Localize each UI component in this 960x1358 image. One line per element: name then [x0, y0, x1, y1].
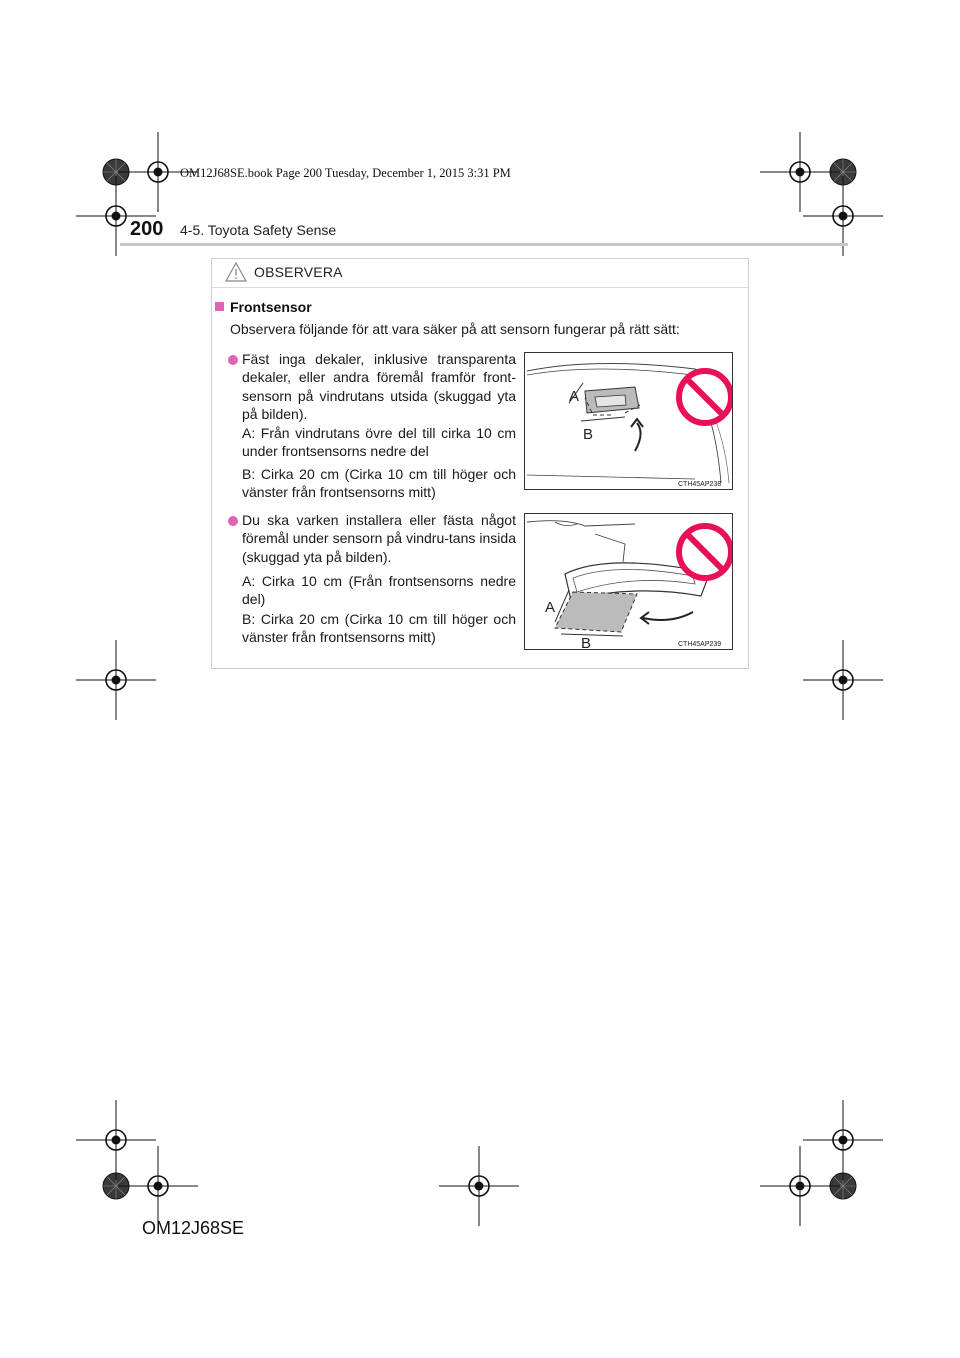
caution-intro: Observera följande för att vara säker på att sensorn fungerar på rätt sätt: — [230, 321, 680, 337]
round-bullet-icon — [228, 355, 238, 365]
round-bullet-icon — [228, 516, 238, 526]
caution-title: OBSERVERA — [254, 264, 343, 280]
item-1-text: Fäst inga dekaler, inklusive transparenta dekaler, eller andra föremål framför front-sensorn på vindrutans utsida (skuggad yta på bilden). — [242, 351, 516, 423]
figure-1-label-a: A — [569, 388, 580, 405]
item-1-note-b: B: Cirka 20 cm (Cirka 10 cm till höger och vänster från frontsensorns mitt) — [242, 466, 516, 501]
page-number: 200 — [130, 218, 164, 240]
figure-2-label-a: A — [545, 599, 556, 616]
warning-triangle-icon — [225, 262, 247, 282]
book-info: OM12J68SE.book Page 200 Tuesday, December 1, 2015 3:31 PM — [180, 166, 511, 180]
item-2-note-a: A: Cirka 10 cm (Från frontsensorns nedre del) — [242, 573, 516, 608]
figure-1-label-b: B — [583, 426, 594, 443]
caution-heading: Frontsensor — [230, 299, 312, 315]
square-bullet-icon — [215, 302, 224, 311]
figure-windshield-exterior — [524, 352, 733, 490]
caution-header — [212, 259, 748, 288]
figure-windshield-interior — [524, 513, 733, 650]
header-rule — [120, 243, 848, 246]
footer-code: OM12J68SE — [142, 1218, 245, 1238]
figure-2-label-b: B — [581, 635, 592, 649]
section-title: 4-5. Toyota Safety Sense — [180, 222, 337, 238]
figure-1-code: CTH45AP238 — [678, 481, 722, 488]
item-2-note-b: B: Cirka 20 cm (Cirka 10 cm till höger och vänster från frontsensorns mitt) — [242, 611, 516, 646]
item-2-text: Du ska varken installera eller fästa något föremål under sensorn på vindru-tans insida (skuggad yta på bilden). — [242, 512, 516, 565]
item-1-note-a: A: Från vindrutans övre del till cirka 10 cm under frontsensorns nedre del — [242, 425, 516, 460]
figure-2-code: CTH45AP239 — [678, 641, 722, 648]
